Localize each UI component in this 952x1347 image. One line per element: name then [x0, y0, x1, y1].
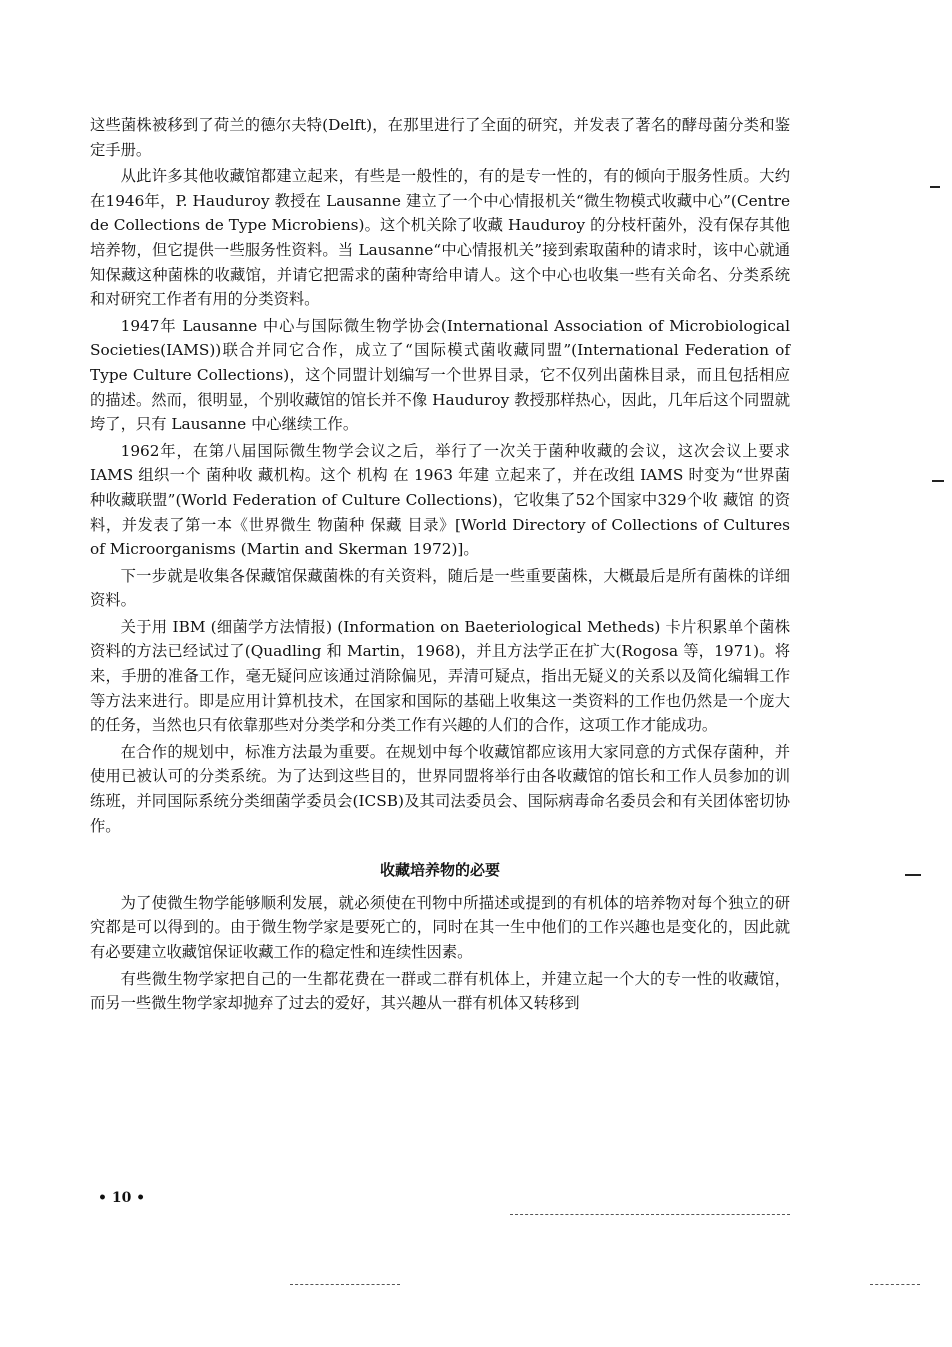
paragraph-3: 1947年 Lausanne 中心与国际微生物学协会(International Association of Microbiological Societies(IAMS))联合并同它合作，成立了“国际模式菌收藏同盟”(International Federation of Type Culture Collections)，这个同盟计划编写一个世界目录，它不仅列出菌株目录，而且包括相应的描述。然而，很明显，个别收藏馆的馆长并不像 Hauduroy 教授那样热心，因此，几年后这个同盟就垮了，只有 Lausanne 中心继续工作。 [90, 316, 790, 434]
paragraph-1: 这些菌株被移到了荷兰的德尔夫特(Delft)，在那里进行了全面的研究，并发表了著名的酵母菌分类和鉴定手册。 [90, 116, 790, 159]
scan-dashes [870, 1284, 920, 1285]
scan-dashes [510, 1214, 790, 1215]
section-heading: 收藏培养物的必要 [379, 861, 500, 880]
scan-dashes [290, 1284, 400, 1285]
margin-mark [905, 874, 921, 876]
paragraph-5: 下一步就是收集各保藏馆保藏菌株的有关资料，随后是一些重要菌株，大概最后是所有菌株的详细资料。 [90, 566, 790, 610]
paragraph-4: 1962年，在第八届国际微生物学会议之后，举行了一次关于菌种收藏的会议，这次会议上要求 IAMS 组织一个 菌种收 藏机构。这个 机构 在 1963 年建 立起来了，并在改组 IAMS 时变为“世界菌种收藏联盟”(World Federation of Culture Collections)，它收集了52个国家中329个收 藏馆 的资料，并发表了第一本《世界微生 物菌种 保藏 目录》[World Directory of Collections of Cultures of Microorganisms (Martin and Skerman 1972)]。 [90, 441, 790, 559]
margin-mark [932, 480, 944, 482]
paragraph-8: 为了使微生物学能够顺利发展，就必须使在刊物中所描述或提到的有机体的培养物对每个独立的研究都是可以得到的。由于微生物学家是要死亡的，同时在其一生中他们的工作兴趣也是变化的，因此就有必要建立收藏馆保证收藏工作的稳定性和连续性因素。 [90, 893, 790, 961]
paragraph-6: 关于用 IBM (细菌学方法情报) (Information on Baeteriological Metheds) 卡片积累单个菌株资料的方法已经试过了(Quadling 和 Martin，1968)，并且方法学正在扩大(Rogosa 等，1971)。将来，手册的准备工作，毫无疑问应该通过消除偏见，弄清可疑点，指出无疑义的关系以及简化编辑工作等方法来进行。即是应用计算机技术，在国家和国际的基础上收集这一类资料的工作也仍然是一个庞大的任务，当然也只有依靠那些对分类学和分类工作有兴趣的人们的合作，这项工作才能成功。 [90, 617, 790, 735]
paragraph-9: 有些微生物学家把自己的一生都花费在一群或二群有机体上，并建立起一个大的专一性的收藏馆，而另一些微生物学家却抛弃了过去的爱好，其兴趣从一群有机体又转移到 [90, 969, 790, 1013]
page-number: • 10 • [98, 1190, 146, 1206]
paragraph-2: 从此许多其他收藏馆都建立起来，有些是一般性的，有的是专一性的，有的倾向于服务性质。大约在1946年，P. Hauduroy 教授在 Lausanne 建立了一个中心情报机关“微生物模式收藏中心”(Centre de Collections de Type Microbiens)。这个机关除了收藏 Hauduroy 的分枝杆菌外，没有保存其他培养物，但它提供一些服务性资料。当 Lausanne“中心情报机关”接到索取菌种的请求时，该中心就通知保藏这种菌株的收藏馆，并请它把需求的菌种寄给申请人。这个中心也收集一些有关命名、分类系统和对研究工作者有用的分类资料。 [90, 167, 790, 309]
margin-mark [930, 186, 940, 188]
body-text [90, 113, 790, 1018]
paragraph-7: 在合作的规划中，标准方法最为重要。在规划中每个收藏馆都应该用大家同意的方式保存菌种，并使用已被认可的分类系统。为了达到这些目的，世界同盟将举行由各收藏馆的馆长和工作人员参加的训练班，并同国际系统分类细菌学委员会(ICSB)及其司法委员会、国际病毒命名委员会和有关团体密切协作。 [90, 742, 790, 835]
